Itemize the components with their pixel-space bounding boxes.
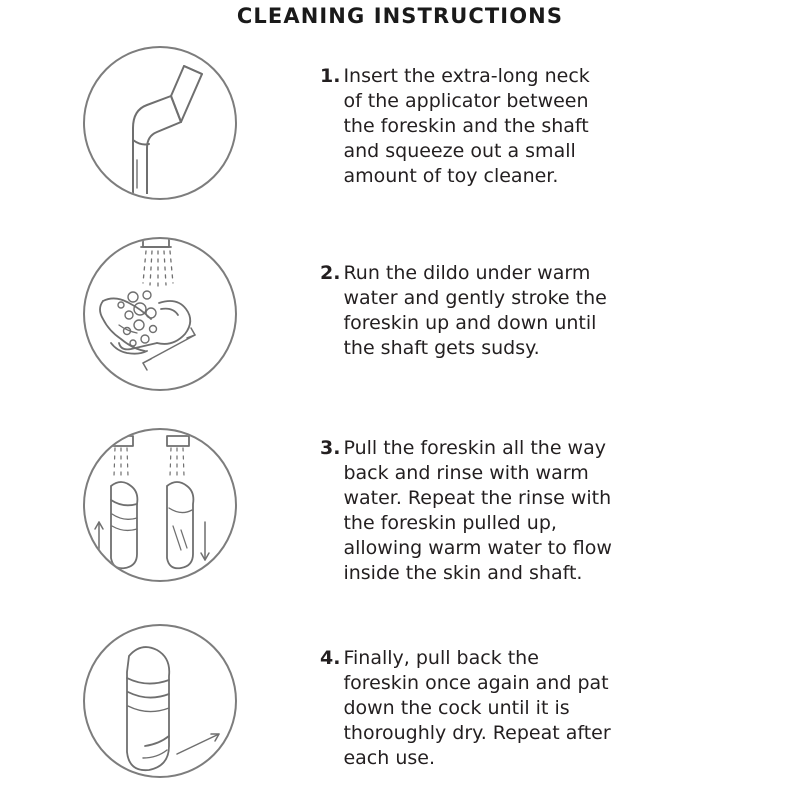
steps-list — [0, 46, 800, 804]
list-item — [0, 624, 800, 804]
step-text: Pull the foreskin all the way back and rinse with warm water. Repeat the rinse with the foreskin pulled up, allowing warm water to flow inside the skin and shaft. — [343, 437, 612, 584]
illustration-container-step-4 — [0, 624, 320, 778]
page-title: CLEANING INSTRUCTIONS — [236, 4, 564, 28]
step-number: 3. — [320, 437, 341, 459]
illustration-container-step-2 — [0, 237, 320, 391]
hand-washing-under-shower-with-suds-icon — [83, 237, 237, 391]
list-item — [0, 428, 800, 618]
step-number: 1. — [320, 65, 341, 87]
hand-patting-dry-shaft-icon — [83, 624, 237, 778]
list-item — [0, 46, 800, 231]
step-number: 4. — [320, 647, 341, 669]
step-number: 2. — [320, 262, 341, 284]
step-text-container-2 — [320, 237, 800, 361]
applicator-bottle-inserting-into-foreskin-icon — [83, 46, 237, 200]
step-text-container-4 — [320, 624, 800, 771]
step-text: Run the dildo under warm water and gently stroke the foreskin up and down until the shaft gets sudsy. — [343, 262, 607, 359]
step-text-container-1 — [320, 46, 800, 189]
step-text: Finally, pull back the foreskin once again and pat down the cock until it is thoroughly dry. Repeat after each use. — [343, 647, 611, 769]
list-item — [0, 237, 800, 422]
illustration-container-step-3 — [0, 428, 320, 582]
illustration-container-step-1 — [0, 46, 320, 200]
step-text-container-3 — [320, 428, 800, 586]
step-text: Insert the extra-long neck of the applicator between the foreskin and the shaft and squeeze out a small amount of toy cleaner. — [343, 65, 590, 187]
two-shafts-rinsing-under-water-streams-icon — [83, 428, 237, 582]
